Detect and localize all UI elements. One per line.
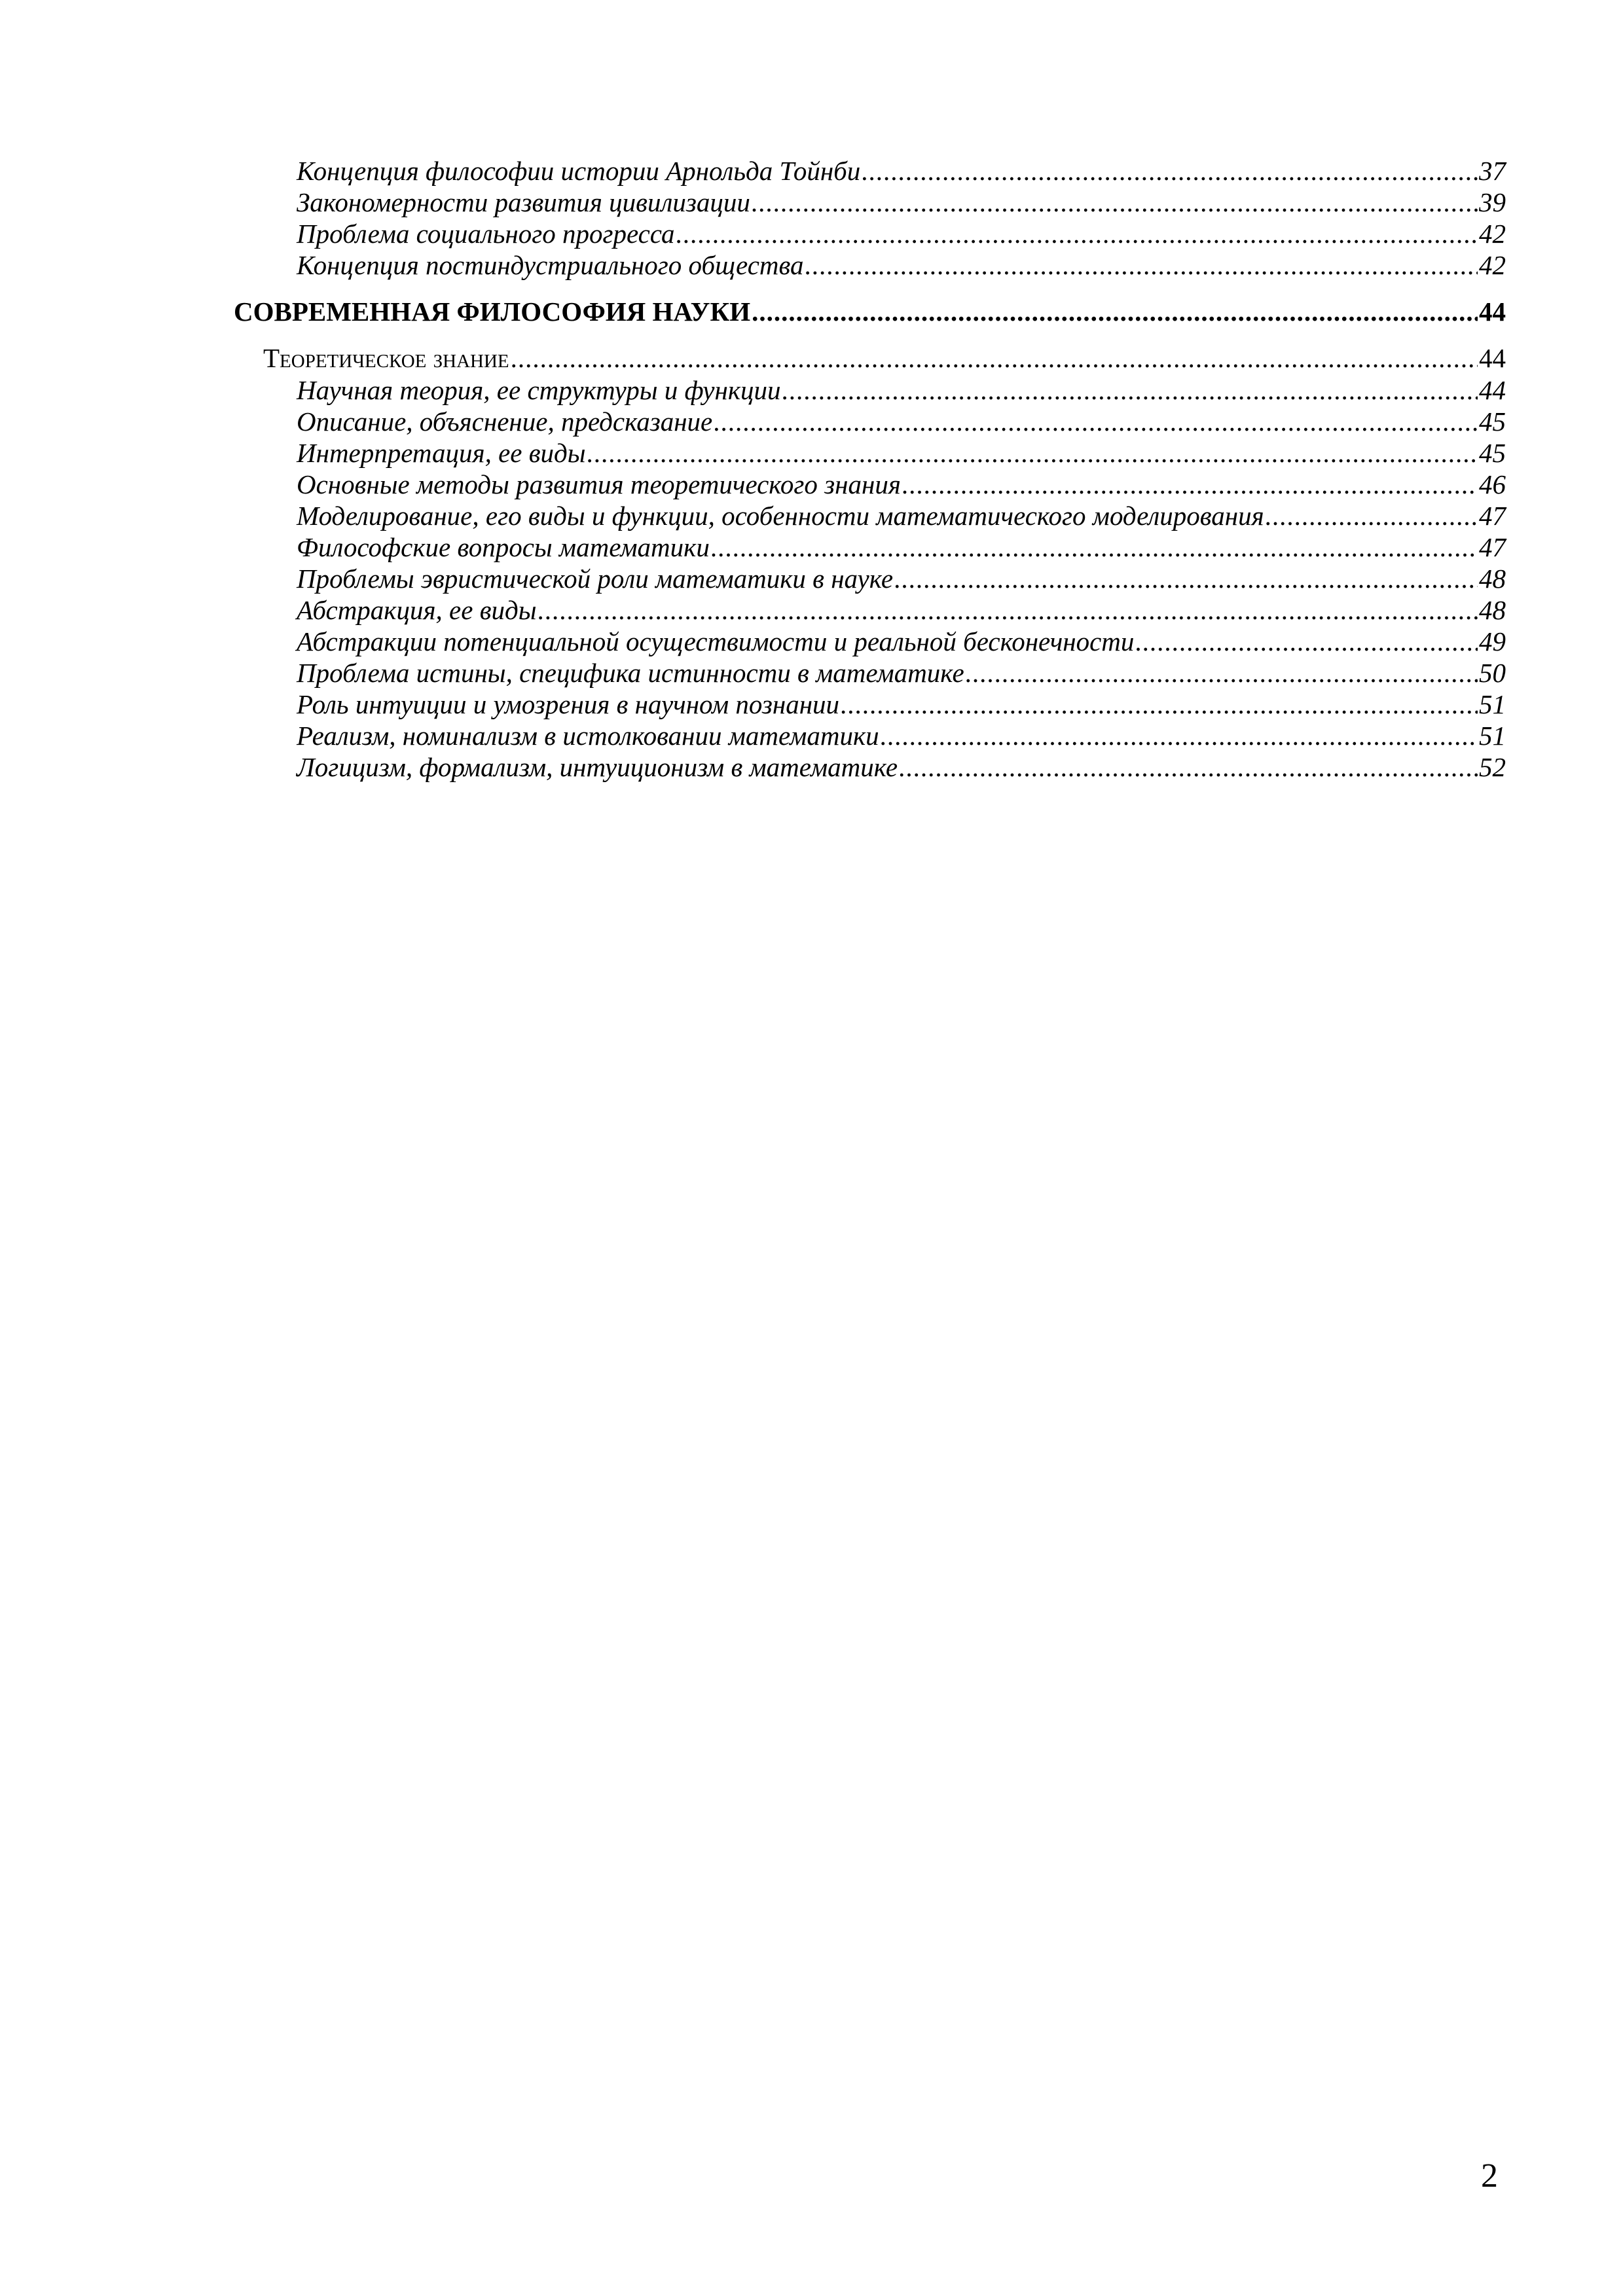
toc-entry-page: 49 bbox=[1479, 626, 1506, 656]
toc-entry-title: Философские вопросы математики bbox=[297, 532, 710, 562]
toc-entry-title: Проблема социального прогресса bbox=[297, 219, 675, 249]
toc-entry[interactable] bbox=[297, 689, 1506, 720]
leader-dots bbox=[1135, 626, 1478, 657]
page-number: 2 bbox=[1481, 2157, 1498, 2195]
leader-dots bbox=[752, 187, 1478, 218]
leader-dots bbox=[714, 406, 1478, 437]
toc-entry-page: 46 bbox=[1479, 469, 1506, 499]
leader-dots bbox=[676, 218, 1478, 249]
toc-section[interactable] bbox=[263, 342, 1506, 374]
toc-entry-page: 52 bbox=[1479, 752, 1506, 782]
toc-entry-title: Реализм, номинализм в истолковании математики bbox=[297, 721, 879, 751]
toc-entry-title: Абстракции потенциальной осуществимости и реальной бесконечности bbox=[297, 626, 1135, 656]
toc-entry-page: 51 bbox=[1479, 721, 1506, 751]
toc-entry-title: Концепция философии истории Арнольда Тойнби bbox=[297, 156, 861, 186]
toc-entry-title: Абстракция, ее виды bbox=[297, 595, 537, 625]
toc-section-page: 44 bbox=[1479, 343, 1506, 373]
toc-entry[interactable] bbox=[297, 751, 1506, 783]
toc-chapter-page: 44 bbox=[1479, 296, 1506, 327]
toc-entry-title: Основные методы развития теоретического знания bbox=[297, 469, 901, 499]
leader-dots bbox=[841, 689, 1478, 720]
leader-dots bbox=[881, 720, 1478, 751]
toc-entry-page: 45 bbox=[1479, 406, 1506, 437]
leader-dots bbox=[894, 563, 1478, 594]
toc-chapter[interactable] bbox=[234, 296, 1506, 327]
toc-section-title: Теоретическое знание bbox=[263, 343, 509, 373]
toc-entry-title: Закономерности развития цивилизации bbox=[297, 187, 750, 217]
toc-chapter-title: СОВРЕМЕННАЯ ФИЛОСОФИЯ НАУКИ bbox=[234, 296, 751, 327]
toc-entry[interactable] bbox=[297, 500, 1506, 531]
toc-entry[interactable] bbox=[297, 594, 1506, 626]
toc-entry-title: Концепция постиндустриального общества bbox=[297, 250, 804, 280]
toc-entry-title: Логицизм, формализм, интуиционизм в математике bbox=[297, 752, 898, 782]
leader-dots bbox=[862, 155, 1478, 187]
toc-entry-page: 37 bbox=[1479, 156, 1506, 186]
leader-dots bbox=[902, 469, 1478, 500]
toc-entry-page: 48 bbox=[1479, 595, 1506, 625]
toc-entry[interactable] bbox=[297, 218, 1506, 249]
leader-dots bbox=[587, 437, 1478, 469]
toc-entry-page: 50 bbox=[1479, 658, 1506, 688]
leader-dots bbox=[805, 249, 1478, 281]
toc-entry[interactable] bbox=[297, 469, 1506, 500]
toc-entry-title: Описание, объяснение, предсказание bbox=[297, 406, 713, 437]
toc-entry[interactable] bbox=[297, 720, 1506, 751]
toc-entry-title: Роль интуиции и умозрения в научном познании bbox=[297, 689, 840, 719]
toc-entry-page: 51 bbox=[1479, 689, 1506, 719]
toc-entry-title: Проблемы эвристической роли математики в науке bbox=[297, 564, 894, 594]
leader-dots bbox=[782, 374, 1478, 406]
leader-dots bbox=[511, 342, 1478, 374]
toc-entry-title: Проблема истины, специфика истинности в математике bbox=[297, 658, 964, 688]
toc-entry[interactable] bbox=[297, 531, 1506, 563]
toc-entry-page: 39 bbox=[1479, 187, 1506, 217]
toc-entry[interactable] bbox=[297, 155, 1506, 187]
toc-entry[interactable] bbox=[297, 374, 1506, 406]
toc-entry-page: 42 bbox=[1479, 219, 1506, 249]
toc-entry-page: 44 bbox=[1479, 375, 1506, 405]
toc-entry-title: Моделирование, его виды и функции, особенности математического моделирования bbox=[297, 501, 1264, 531]
toc-entry-page: 47 bbox=[1479, 501, 1506, 531]
toc-entry-page: 47 bbox=[1479, 532, 1506, 562]
leader-dots bbox=[966, 657, 1478, 689]
toc-entry[interactable] bbox=[297, 657, 1506, 689]
toc-entry[interactable] bbox=[297, 437, 1506, 469]
toc-entry-page: 42 bbox=[1479, 250, 1506, 280]
leader-dots bbox=[899, 751, 1478, 783]
toc-entry[interactable] bbox=[297, 406, 1506, 437]
toc-entry-page: 45 bbox=[1479, 438, 1506, 468]
toc-entry[interactable] bbox=[297, 249, 1506, 281]
toc-entry-page: 48 bbox=[1479, 564, 1506, 594]
toc-entry-title: Научная теория, ее структуры и функции bbox=[297, 375, 781, 405]
toc-entry[interactable] bbox=[297, 563, 1506, 594]
toc-entry[interactable] bbox=[297, 187, 1506, 218]
toc-entry[interactable] bbox=[297, 626, 1506, 657]
leader-dots bbox=[1266, 500, 1478, 531]
leader-dots bbox=[752, 296, 1478, 327]
toc-entry-title: Интерпретация, ее виды bbox=[297, 438, 586, 468]
leader-dots bbox=[538, 594, 1478, 626]
leader-dots bbox=[711, 531, 1478, 563]
